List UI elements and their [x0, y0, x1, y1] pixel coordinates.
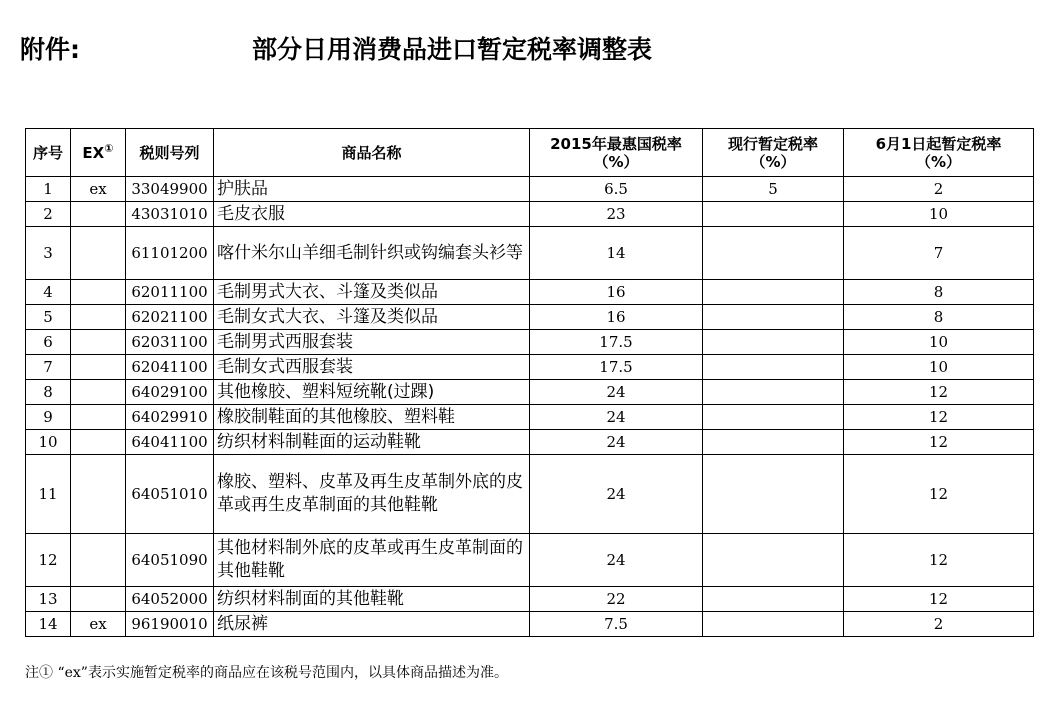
table-row: [26, 612, 1034, 637]
cell-mfn-2015: 24: [530, 534, 703, 587]
header-ex: [71, 129, 126, 177]
table-row: [26, 430, 1034, 455]
header-mfn-2015-line1: 2015年最惠国税率: [550, 134, 682, 153]
cell-mfn-2015: 6.5: [530, 177, 703, 202]
table-row: [26, 455, 1034, 534]
cell-current-rate: [703, 227, 844, 280]
cell-new-rate: 10: [844, 330, 1034, 355]
cell-current-rate: [703, 612, 844, 637]
cell-ex: [71, 202, 126, 227]
cell-ex: [71, 355, 126, 380]
cell-new-rate: 2: [844, 612, 1034, 637]
cell-name: 毛制男式西服套装: [214, 330, 530, 355]
cell-ex: [71, 330, 126, 355]
cell-mfn-2015: 22: [530, 587, 703, 612]
cell-code: 96190010: [126, 612, 214, 637]
cell-name: 毛制女式大衣、斗篷及类似品: [214, 305, 530, 330]
cell-new-rate: 12: [844, 380, 1034, 405]
cell-mfn-2015: 24: [530, 430, 703, 455]
cell-current-rate: [703, 355, 844, 380]
header-ex-label: EX: [82, 143, 105, 162]
cell-mfn-2015: 17.5: [530, 330, 703, 355]
cell-ex: [71, 380, 126, 405]
cell-new-rate: 2: [844, 177, 1034, 202]
header-row: [26, 129, 1034, 177]
table-row: [26, 587, 1034, 612]
cell-name: 其他材料制外底的皮革或再生皮革制面的其他鞋靴: [214, 534, 530, 587]
header-new-rate-line1: 6月1日起暂定税率: [875, 134, 1002, 153]
cell-code: 43031010: [126, 202, 214, 227]
cell-seq: 4: [26, 280, 71, 305]
cell-code: 62041100: [126, 355, 214, 380]
cell-current-rate: [703, 380, 844, 405]
cell-code: 64052000: [126, 587, 214, 612]
header-current-rate: [703, 129, 844, 177]
cell-current-rate: [703, 455, 844, 534]
header-current-rate-unit: （%）: [750, 152, 796, 171]
cell-code: 62011100: [126, 280, 214, 305]
cell-current-rate: [703, 587, 844, 612]
cell-seq: 5: [26, 305, 71, 330]
cell-current-rate: 5: [703, 177, 844, 202]
cell-current-rate: [703, 534, 844, 587]
header-current-rate-line1: 现行暂定税率: [727, 134, 818, 153]
cell-new-rate: 10: [844, 355, 1034, 380]
cell-current-rate: [703, 305, 844, 330]
tariff-table: [25, 128, 1034, 637]
cell-new-rate: 12: [844, 430, 1034, 455]
cell-mfn-2015: 23: [530, 202, 703, 227]
header-mfn-2015: [530, 129, 703, 177]
cell-code: 62021100: [126, 305, 214, 330]
cell-name: 毛皮衣服: [214, 202, 530, 227]
cell-seq: 2: [26, 202, 71, 227]
cell-new-rate: 12: [844, 587, 1034, 612]
cell-name: 护肤品: [214, 177, 530, 202]
cell-name: 橡胶制鞋面的其他橡胶、塑料鞋: [214, 405, 530, 430]
cell-seq: 13: [26, 587, 71, 612]
cell-mfn-2015: 16: [530, 280, 703, 305]
cell-name: 橡胶、塑料、皮革及再生皮革制外底的皮革或再生皮革制面的其他鞋靴: [214, 455, 530, 534]
table-row: [26, 355, 1034, 380]
cell-name: 纸尿裤: [214, 612, 530, 637]
cell-ex: [71, 534, 126, 587]
cell-current-rate: [703, 280, 844, 305]
header-new-rate: [844, 129, 1034, 177]
cell-ex: [71, 587, 126, 612]
cell-seq: 12: [26, 534, 71, 587]
table-row: [26, 202, 1034, 227]
cell-ex: [71, 405, 126, 430]
cell-code: 62031100: [126, 330, 214, 355]
cell-current-rate: [703, 202, 844, 227]
header-code: 税则号列: [126, 129, 214, 177]
cell-ex: [71, 430, 126, 455]
table-row: [26, 405, 1034, 430]
cell-seq: 7: [26, 355, 71, 380]
page-title: 部分日用消费品进口暂定税率调整表: [252, 35, 653, 64]
cell-seq: 14: [26, 612, 71, 637]
table-row: [26, 534, 1034, 587]
table-row: [26, 280, 1034, 305]
cell-seq: 8: [26, 380, 71, 405]
cell-code: 64041100: [126, 430, 214, 455]
cell-new-rate: 8: [844, 280, 1034, 305]
cell-mfn-2015: 14: [530, 227, 703, 280]
cell-seq: 10: [26, 430, 71, 455]
cell-ex: [71, 305, 126, 330]
cell-ex: ex: [71, 612, 126, 637]
cell-code: 64029910: [126, 405, 214, 430]
cell-new-rate: 7: [844, 227, 1034, 280]
cell-name: 纺织材料制面的其他鞋靴: [214, 587, 530, 612]
cell-mfn-2015: 16: [530, 305, 703, 330]
cell-name: 毛制女式西服套装: [214, 355, 530, 380]
table-row: [26, 380, 1034, 405]
header-mfn-2015-unit: （%）: [593, 152, 639, 171]
cell-seq: 9: [26, 405, 71, 430]
cell-seq: 6: [26, 330, 71, 355]
cell-code: 64029100: [126, 380, 214, 405]
cell-name: 喀什米尔山羊细毛制针织或钩编套头衫等: [214, 227, 530, 280]
header-name: 商品名称: [214, 129, 530, 177]
cell-name: 其他橡胶、塑料短统靴(过踝): [214, 380, 530, 405]
cell-seq: 11: [26, 455, 71, 534]
cell-ex: [71, 280, 126, 305]
cell-code: 33049900: [126, 177, 214, 202]
cell-code: 64051010: [126, 455, 214, 534]
table-row: [26, 177, 1034, 202]
table-row: [26, 227, 1034, 280]
footnote: 注① “ex”表示实施暂定税率的商品应在该税号范围内，以具体商品描述为准。: [25, 665, 508, 681]
cell-current-rate: [703, 405, 844, 430]
cell-name: 纺织材料制鞋面的运动鞋靴: [214, 430, 530, 455]
cell-seq: 3: [26, 227, 71, 280]
cell-ex: [71, 455, 126, 534]
cell-mfn-2015: 7.5: [530, 612, 703, 637]
cell-mfn-2015: 17.5: [530, 355, 703, 380]
cell-mfn-2015: 24: [530, 380, 703, 405]
cell-name: 毛制男式大衣、斗篷及类似品: [214, 280, 530, 305]
attachment-label: 附件:: [20, 35, 80, 64]
cell-ex: [71, 227, 126, 280]
cell-code: 61101200: [126, 227, 214, 280]
header-seq: 序号: [26, 129, 71, 177]
cell-new-rate: 12: [844, 534, 1034, 587]
cell-code: 64051090: [126, 534, 214, 587]
cell-new-rate: 8: [844, 305, 1034, 330]
cell-current-rate: [703, 430, 844, 455]
cell-current-rate: [703, 330, 844, 355]
cell-ex: ex: [71, 177, 126, 202]
cell-mfn-2015: 24: [530, 455, 703, 534]
table-row: [26, 305, 1034, 330]
header-new-rate-unit: （%）: [915, 152, 962, 171]
table-row: [26, 330, 1034, 355]
cell-new-rate: 12: [844, 405, 1034, 430]
cell-new-rate: 10: [844, 202, 1034, 227]
cell-new-rate: 12: [844, 455, 1034, 534]
header-ex-footnote-mark: ①: [104, 141, 114, 155]
cell-seq: 1: [26, 177, 71, 202]
cell-mfn-2015: 24: [530, 405, 703, 430]
